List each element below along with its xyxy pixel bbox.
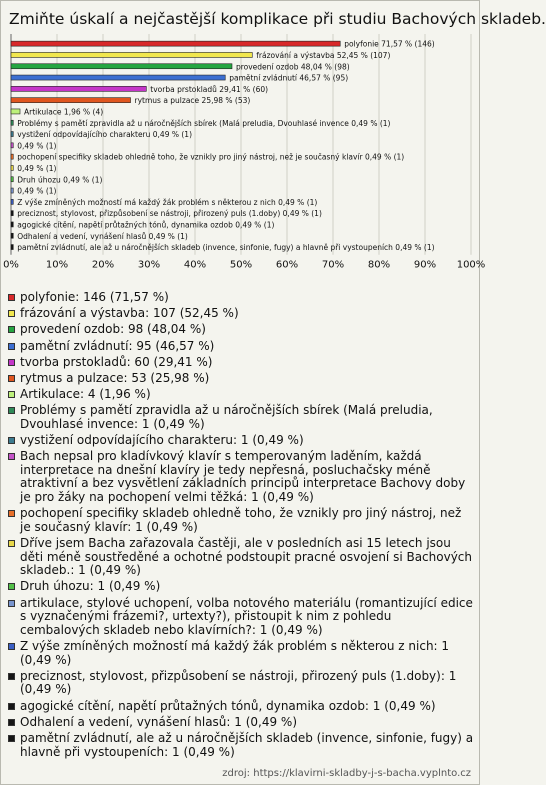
bar-label: vystižení odpovídajícího charakteru 0,49 % (1) bbox=[17, 130, 193, 140]
legend-item bbox=[8, 323, 474, 337]
legend-swatch bbox=[8, 643, 15, 650]
bars bbox=[11, 40, 435, 252]
bar-label: tvorba prstokladů 29,41 % (60) bbox=[150, 84, 269, 94]
legend-label: vystižení odpovídajícího charakteru: 1 (0,49 %) bbox=[20, 433, 304, 448]
legend-item bbox=[8, 307, 474, 321]
bar bbox=[11, 143, 13, 148]
legend-swatch bbox=[8, 453, 15, 460]
bar bbox=[11, 64, 232, 69]
x-tick-label: 60% bbox=[275, 259, 299, 271]
bar bbox=[11, 86, 146, 91]
legend-label: artikulace, stylové uchopení, volba notového materiálu (romantizující edice s vyznačenými frázemi?, urtexty?), přistoupit k nim z pohledu cembalových skladeb nebo klavírních?: 1 (0,49 %) bbox=[20, 595, 473, 637]
bar bbox=[11, 211, 13, 216]
legend-label: provedení ozdob: 98 (48,04 %) bbox=[20, 322, 206, 337]
bar bbox=[11, 132, 13, 137]
bar-label: rytmus a pulzace 25,98 % (53) bbox=[134, 96, 251, 106]
x-tick-label: 80% bbox=[367, 259, 391, 271]
bar bbox=[11, 188, 13, 193]
legend-label: agogické cítění, napětí průtažných tónů, dynamika ozdob: 1 (0,49 %) bbox=[20, 698, 436, 713]
legend-swatch bbox=[8, 673, 15, 680]
bar bbox=[11, 120, 13, 125]
legend-swatch bbox=[8, 719, 15, 726]
bar bbox=[11, 109, 20, 114]
legend-swatch bbox=[8, 703, 15, 710]
legend-label: Odhalení a vedení, vynášení hlasů: 1 (0,49 %) bbox=[20, 714, 298, 729]
legend-item bbox=[8, 716, 474, 730]
bar bbox=[11, 233, 13, 238]
bar-label: Odhalení a vedení, vynášení hlasů 0,49 % (1) bbox=[17, 231, 188, 241]
legend-swatch bbox=[8, 326, 15, 333]
bar bbox=[11, 52, 252, 57]
legend-swatch bbox=[8, 375, 15, 382]
bar bbox=[11, 245, 13, 250]
bar bbox=[11, 154, 13, 159]
legend-label: Z výše zmíněných možností má každý žák problém s některou z nich: 1 (0,49 %) bbox=[20, 638, 450, 667]
legend-label: Problémy s pamětí zpravidla až u náročnějších sbírek (Malá preludia, Dvouhlasé invence: 1 (0,49 %) bbox=[20, 403, 433, 431]
legend-item bbox=[8, 597, 474, 638]
legend-swatch bbox=[8, 407, 15, 414]
legend-swatch bbox=[8, 600, 15, 607]
x-tick-label: 20% bbox=[91, 259, 115, 271]
legend-label: frázování a výstavba: 107 (52,45 %) bbox=[20, 306, 239, 321]
legend-swatch bbox=[8, 391, 15, 398]
x-tick-label: 70% bbox=[321, 259, 345, 271]
bar-label: Problémy s pamětí zpravidla až u náročnějších sbírek (Malá preludia, Dvouhlasé invence 0,49 % (1) bbox=[17, 118, 391, 128]
x-tick-label: 40% bbox=[183, 259, 207, 271]
bar-chart bbox=[1, 1, 486, 291]
x-tick-label: 10% bbox=[45, 259, 69, 271]
chart-title: Zmiňte úskalí a nejčastější komplikace při studiu Bachových skladeb. bbox=[9, 10, 546, 28]
bar-label: 0,49 % (1) bbox=[17, 186, 57, 196]
bar-label: 0,49 % (1) bbox=[17, 141, 57, 151]
legend-label: Bach nepsal pro kladívkový klavír s temperovaným laděním, každá interpretace na dnešní klavíry je tedy nepřesná, posluchačsky méně atraktivní a bez vysvětlení základních principů interpretace Bachovy doby je pro žáky na pochopení velmi těžká: 1 (0,49 %) bbox=[20, 449, 466, 505]
legend-swatch bbox=[8, 735, 15, 742]
legend-swatch bbox=[8, 310, 15, 317]
bar bbox=[11, 165, 13, 170]
bar bbox=[11, 222, 13, 227]
legend-swatch bbox=[8, 294, 15, 301]
legend-label: rytmus a pulzace: 53 (25,98 %) bbox=[20, 370, 210, 385]
legend-item bbox=[8, 450, 474, 504]
bar-label: pochopení specifiky skladeb ohledně toho, že vznikly pro jiný nástroj, než je současný klavír 0,49 % (1) bbox=[17, 152, 405, 162]
legend-label: Artikulace: 4 (1,96 %) bbox=[20, 387, 151, 402]
bar-label: frázování a výstavba 52,45 % (107) bbox=[256, 50, 391, 60]
legend-item bbox=[8, 537, 474, 578]
bar-label: Z výše zmíněných možností má každý žák problém s některou z nich 0,49 % (1) bbox=[17, 197, 318, 207]
legend-label: pamětní zvládnutí, ale až u náročnějších skladeb (invence, sinfonie, fugy) a hlavně při vystoupeních: 1 (0,49 %) bbox=[20, 730, 474, 759]
legend-swatch bbox=[8, 583, 15, 590]
legend-item bbox=[8, 580, 474, 594]
legend-label: Druh úhozu: 1 (0,49 %) bbox=[20, 579, 161, 594]
legend-item bbox=[8, 640, 474, 667]
bar bbox=[11, 41, 340, 46]
x-axis-ticks bbox=[3, 260, 485, 271]
legend-item bbox=[8, 732, 474, 759]
legend-swatch bbox=[8, 437, 15, 444]
bar-label: pamětní zvládnutí, ale až u náročnějších skladeb (invence, sinfonie, fugy) a hlavně při vystoupeních 0,49 % (1) bbox=[17, 243, 435, 253]
legend-label: polyfonie: 146 (71,57 %) bbox=[20, 290, 169, 304]
legend-label: pamětní zvládnutí: 95 (46,57 %) bbox=[20, 338, 215, 353]
bar-label: provedení ozdob 48,04 % (98) bbox=[235, 62, 350, 72]
source-note: zdroj: https://klavirni-skladby-j-s-bacha.vyplnto.cz bbox=[222, 768, 471, 779]
legend-swatch bbox=[8, 359, 15, 366]
x-tick-label: 50% bbox=[229, 259, 253, 271]
legend-item bbox=[8, 340, 474, 354]
bar bbox=[11, 98, 131, 103]
legend-item bbox=[8, 404, 474, 431]
x-tick-label: 30% bbox=[137, 259, 161, 271]
legend-item bbox=[8, 670, 474, 697]
bar bbox=[11, 177, 13, 182]
bar-label: agogické cítění, napětí průtažných tónů, dynamika ozdob 0,49 % (1) bbox=[17, 220, 275, 230]
bar bbox=[11, 75, 225, 80]
x-tick-label: 100% bbox=[456, 259, 486, 271]
legend-label: tvorba prstokladů: 60 (29,41 %) bbox=[20, 354, 213, 369]
legend-item bbox=[8, 507, 474, 534]
legend-item bbox=[8, 356, 474, 370]
bar-label: 0,49 % (1) bbox=[17, 163, 57, 173]
legend-label: pochopení specifiky skladeb ohledně toho, že vznikly pro jiný nástroj, než je současný klavír: 1 (0,49 %) bbox=[20, 506, 462, 534]
bar bbox=[11, 199, 13, 204]
legend-swatch bbox=[8, 343, 15, 350]
legend-label: Dříve jsem Bacha zařazovala častěji, ale v posledních asi 15 letech jsou děti méně soustředěné a ochotné podstoupit pracné osvojení si Bachových skladeb.: 1 (0,49 %) bbox=[20, 536, 473, 578]
bar-label: polyfonie 71,57 % (146) bbox=[344, 39, 435, 49]
legend-item bbox=[8, 372, 474, 386]
bar-label: pamětní zvládnutí 46,57 % (95) bbox=[229, 73, 349, 83]
legend-swatch bbox=[8, 540, 15, 547]
bar-label: preciznost, stylovost, přizpůsobení se nástroji, přirozený puls (1.doby) 0,49 % (1) bbox=[17, 209, 322, 219]
legend-item bbox=[8, 291, 474, 305]
bar-label: Artikulace 1,96 % (4) bbox=[24, 107, 104, 117]
legend-label: preciznost, stylovost, přizpůsobení se nástroji, přirozený puls (1.doby): 1 (0,49 %) bbox=[20, 668, 457, 697]
legend-item bbox=[8, 434, 474, 448]
legend bbox=[8, 291, 474, 762]
legend-item bbox=[8, 388, 474, 402]
bar-label: Druh úhozu 0,49 % (1) bbox=[17, 175, 103, 185]
x-tick-label: 90% bbox=[413, 259, 437, 271]
legend-swatch bbox=[8, 510, 15, 517]
x-tick-label: 0% bbox=[3, 259, 19, 271]
legend-item bbox=[8, 700, 474, 714]
